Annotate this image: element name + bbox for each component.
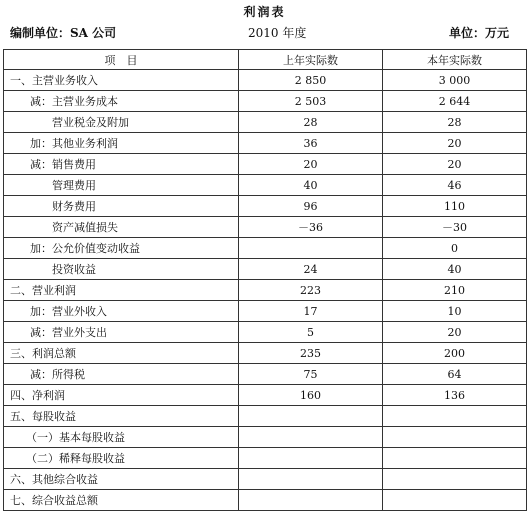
row-label: 减：主营业务成本 <box>4 91 239 112</box>
row-label: 减：营业外支出 <box>4 322 239 343</box>
current-year-value: －30 <box>383 217 527 238</box>
prior-year-value: 36 <box>239 133 383 154</box>
table-row <box>4 490 527 511</box>
table-row <box>4 70 527 91</box>
table-row <box>4 427 527 448</box>
fiscal-year: 2010 年度 <box>248 26 307 40</box>
table-header-row <box>4 50 527 70</box>
prior-year-value <box>239 490 383 511</box>
row-label: （一）基本每股收益 <box>4 427 239 448</box>
table-row <box>4 154 527 175</box>
current-year-value: 200 <box>383 343 527 364</box>
statement-header-info <box>10 24 519 44</box>
currency-unit: 单位：万元 <box>448 26 509 40</box>
table-row <box>4 448 527 469</box>
current-year-value: 10 <box>383 301 527 322</box>
row-label: 营业税金及附加 <box>4 112 239 133</box>
row-label: 投资收益 <box>4 259 239 280</box>
table-row <box>4 196 527 217</box>
current-year-value: 20 <box>383 154 527 175</box>
current-year-value: 64 <box>383 364 527 385</box>
prior-year-value <box>239 427 383 448</box>
table-row <box>4 301 527 322</box>
table-row <box>4 238 527 259</box>
current-year-value <box>383 490 527 511</box>
current-year-value <box>383 427 527 448</box>
current-year-value <box>383 406 527 427</box>
current-year-value: 110 <box>383 196 527 217</box>
table-row <box>4 112 527 133</box>
row-label: 五、每股收益 <box>4 406 239 427</box>
row-label: 加：公允价值变动收益 <box>4 238 239 259</box>
row-label: 管理费用 <box>4 175 239 196</box>
row-label: 二、营业利润 <box>4 280 239 301</box>
income-statement-table <box>3 49 527 511</box>
current-year-value: 3 000 <box>383 70 527 91</box>
prior-year-value: 2 850 <box>239 70 383 91</box>
prior-year-value: 235 <box>239 343 383 364</box>
current-year-value: 136 <box>383 385 527 406</box>
table-row <box>4 385 527 406</box>
column-header-prior-year: 上年实际数 <box>239 50 383 70</box>
row-label: 加：其他业务利润 <box>4 133 239 154</box>
table-row <box>4 469 527 490</box>
current-year-value <box>383 448 527 469</box>
row-label: 加：营业外收入 <box>4 301 239 322</box>
prior-year-value <box>239 406 383 427</box>
prior-year-value: －36 <box>239 217 383 238</box>
current-year-value: 20 <box>383 133 527 154</box>
current-year-value: 46 <box>383 175 527 196</box>
table-row <box>4 406 527 427</box>
prior-year-value: 96 <box>239 196 383 217</box>
table-row <box>4 217 527 238</box>
row-label: 减：销售费用 <box>4 154 239 175</box>
prior-year-value <box>239 448 383 469</box>
prior-year-value: 5 <box>239 322 383 343</box>
prior-year-value: 160 <box>239 385 383 406</box>
current-year-value: 40 <box>383 259 527 280</box>
prior-year-value: 75 <box>239 364 383 385</box>
current-year-value <box>383 469 527 490</box>
current-year-value: 28 <box>383 112 527 133</box>
column-header-item: 项 目 <box>4 50 239 70</box>
table-row <box>4 343 527 364</box>
row-label: 六、其他综合收益 <box>4 469 239 490</box>
current-year-value: 210 <box>383 280 527 301</box>
table-row <box>4 280 527 301</box>
prior-year-value: 223 <box>239 280 383 301</box>
table-row <box>4 91 527 112</box>
table-row <box>4 175 527 196</box>
table-row <box>4 133 527 154</box>
prior-year-value <box>239 469 383 490</box>
statement-title: 利润表 <box>243 5 286 19</box>
row-label: 财务费用 <box>4 196 239 217</box>
prior-year-value: 24 <box>239 259 383 280</box>
prior-year-value: 20 <box>239 154 383 175</box>
row-label: 资产减值损失 <box>4 217 239 238</box>
table-row <box>4 322 527 343</box>
prior-year-value: 2 503 <box>239 91 383 112</box>
prior-year-value <box>239 238 383 259</box>
row-label: 七、综合收益总额 <box>4 490 239 511</box>
current-year-value: 2 644 <box>383 91 527 112</box>
prior-year-value: 17 <box>239 301 383 322</box>
preparing-entity: 编制单位：SA 公司 <box>10 26 117 40</box>
row-label: 减：所得税 <box>4 364 239 385</box>
current-year-value: 0 <box>383 238 527 259</box>
row-label: 一、主营业务收入 <box>4 70 239 91</box>
prior-year-value: 28 <box>239 112 383 133</box>
table-row <box>4 259 527 280</box>
column-header-current-year: 本年实际数 <box>383 50 527 70</box>
table-body <box>4 70 527 511</box>
row-label: 三、利润总额 <box>4 343 239 364</box>
current-year-value: 20 <box>383 322 527 343</box>
table-row <box>4 364 527 385</box>
prior-year-value: 40 <box>239 175 383 196</box>
row-label: （二）稀释每股收益 <box>4 448 239 469</box>
row-label: 四、净利润 <box>4 385 239 406</box>
